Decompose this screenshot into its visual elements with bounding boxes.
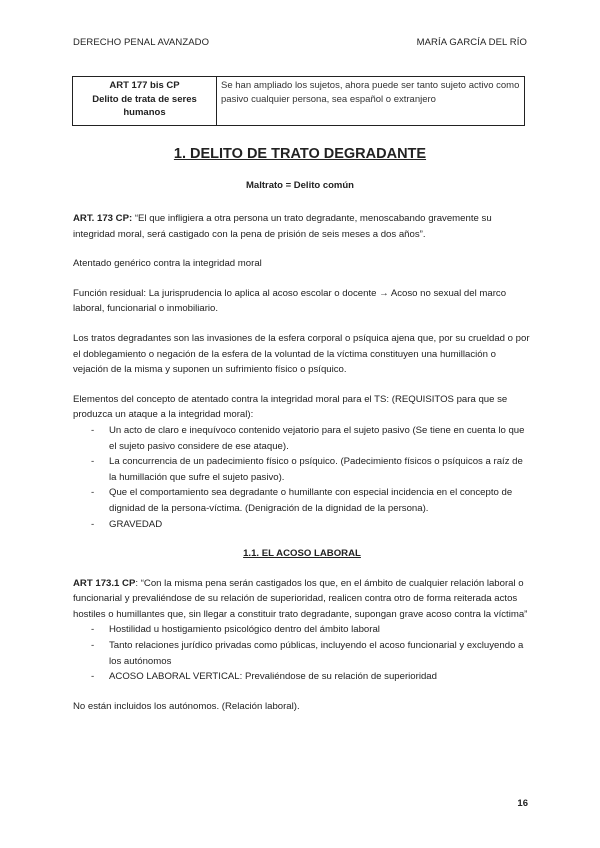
article-table: [72, 76, 525, 126]
final-paragraph: No están incluidos los autónomos. (Relación laboral).: [73, 700, 300, 712]
art173-text: “El que infligiera a otra persona un trato degradante, menoscabando gravemente su integridad moral, será castigado con la pena de prisión de seis meses a dos años”.: [73, 213, 492, 240]
tratos-paragraph: Los tratos degradantes son las invasiones de la esfera corporal o psíquica ajena que, por su crueldad o por el doblegamiento o negación de la esfera de la voluntad de la víctima constituyen una humillación o vejación de la misma y suponen un sufrimiento físico o psíquico.: [73, 332, 530, 376]
header-right: MARÍA GARCÍA DEL RÍO: [416, 37, 527, 48]
list-item: - La concurrencia de un padecimiento físico o psíquico. (Padecimiento físicos o psíquicos a raíz de la humillación que sufre el sujeto pasivo).: [73, 454, 531, 485]
list-item: - Que el comportamiento sea degradante o humillante con especial incidencia en el concepto de dignidad de la persona-víctima. (Denigración de la dignidad de la persona).: [73, 485, 531, 516]
section-heading-acoso-laboral: 1.1. EL ACOSO LABORAL: [243, 548, 361, 560]
table-article-ref: ART 177 bis CP: [109, 80, 180, 91]
art173-label: ART. 173 CP:: [73, 213, 133, 224]
table-cell-article: [73, 77, 217, 126]
table-cell-note: Se han ampliado los sujetos, ahora puede ser tanto sujeto activo como pasivo cualquier persona, sea español o extranjero: [217, 77, 525, 126]
page-title: 1. DELITO DE TRATO DEGRADANTE: [173, 146, 427, 162]
list-item: - Un acto de claro e inequívoco contenido vejatorio para el sujeto pasivo (Se tiene en cuenta lo que el sujeto pasivo considere de ese ataque).: [73, 423, 531, 454]
acoso-list: [73, 622, 531, 684]
funcion-paragraph: Función residual: La jurisprudencia lo aplica al acoso escolar o docente → Acoso no sexual del marco laboral, funcionarial o inmobiliario.: [73, 287, 507, 315]
elementos-paragraph: Elementos del concepto de atentado contra la integridad moral para el TS: (REQUISITOS para que se produzca un ataque a la integridad moral):: [73, 393, 508, 421]
list-item: - ACOSO LABORAL VERTICAL: Prevaliéndose de su relación de superioridad: [73, 669, 531, 685]
atentado-paragraph: Atentado genérico contra la integridad moral: [73, 258, 262, 270]
list-item: - GRAVEDAD: [73, 517, 531, 533]
art1731-label: ART 173.1 CP: [73, 577, 136, 589]
art1731-paragraph: [73, 576, 531, 623]
list-item: - Hostilidad u hostigamiento psicológico dentro del ámbito laboral: [73, 622, 531, 638]
art1731-text: : “Con la misma pena serán castigados los que, en el ámbito de cualquier relación laboral o funcionarial y prevaliéndose de su relación de superioridad, realicen contra otro de forma reiterada actos hostiles o humillantes que, sin llegar a constituir trato degradante, supongan grave acoso contra la víctima”: [73, 577, 528, 620]
elementos-list: [73, 423, 531, 532]
table-article-desc: Delito de trata de seres humanos: [92, 93, 197, 118]
list-item: - Tanto relaciones jurídico privadas como públicas, incluyendo el acoso funcionarial y excluyendo a los autónomos: [73, 638, 531, 669]
art173-paragraph: [73, 211, 531, 242]
page-number: 16: [517, 798, 528, 809]
page-subtitle: Maltrato = Delito común: [246, 180, 354, 191]
table-row: [73, 77, 525, 126]
body-content: [73, 211, 531, 714]
header-left: DERECHO PENAL AVANZADO: [73, 37, 210, 48]
